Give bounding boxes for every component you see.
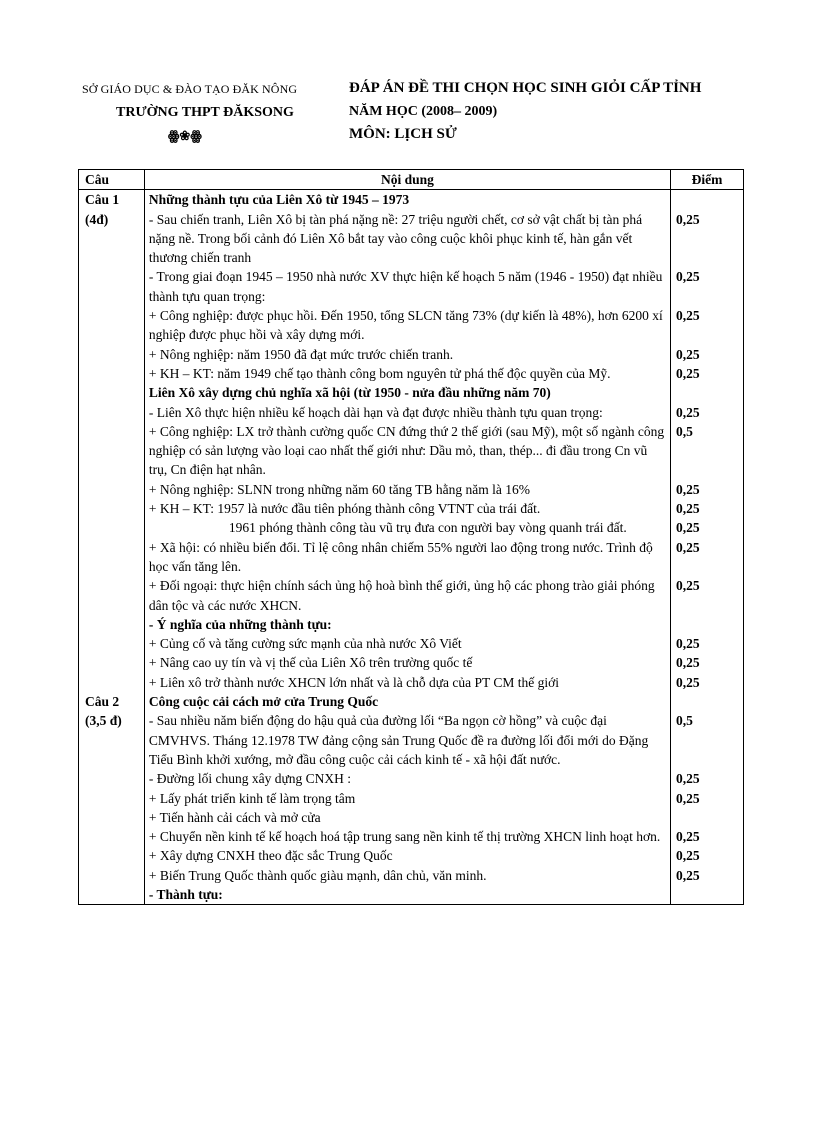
question-label: Câu 1	[79, 190, 145, 210]
content-cell: + Xây dựng CNXH theo đặc sắc Trung Quốc	[144, 846, 670, 865]
content-cell: + Chuyển nền kinh tế kế hoạch hoá tập trung sang nền kinh tế thị trường XHCN linh hoạt hơn.	[144, 827, 670, 846]
question-label	[79, 403, 145, 422]
points-cell: 0,25	[671, 827, 744, 846]
question-label	[79, 576, 145, 615]
table-row	[79, 673, 744, 692]
content-cell: + Công nghiệp: LX trở thành cường quốc CN đứng thứ 2 thế giới (sau Mỹ), một số ngành công nghiệp có sản lượng vào loại cao nhất thế giới như: Dầu mỏ, than, thép... đi đầu trong Cn vũ trụ, Cn điện hạt nhân.	[144, 422, 670, 480]
content-cell: 1961 phóng thành công tàu vũ trụ đưa con người bay vòng quanh trái đất.	[144, 518, 670, 537]
points-cell: 0,25	[671, 634, 744, 653]
points-cell: 0,25	[671, 846, 744, 865]
content-cell: + Xã hội: có nhiều biến đổi. Tỉ lệ công nhân chiếm 55% người lao động trong nước. Trình độ học vấn tăng lên.	[144, 538, 670, 577]
school-year: NĂM HỌC (2008– 2009)	[349, 104, 498, 119]
content-cell: + Nông nghiệp: năm 1950 đã đạt mức trước chiến tranh.	[144, 345, 670, 364]
question-label: Câu 2	[79, 692, 145, 711]
question-label	[79, 480, 145, 499]
content-cell: + Nông nghiệp: SLNN trong những năm 60 tăng TB hằng năm là 16%	[144, 480, 670, 499]
question-label	[79, 615, 145, 634]
points-cell: 0,5	[671, 422, 744, 480]
table-row	[79, 653, 744, 672]
table-row	[79, 518, 744, 537]
question-label	[79, 673, 145, 692]
answer-table	[78, 169, 744, 905]
table-row	[79, 692, 744, 711]
question-label	[79, 267, 145, 306]
table-row	[79, 711, 744, 769]
question-label	[79, 518, 145, 537]
content-cell: + Lấy phát triển kinh tế làm trọng tâm	[144, 789, 670, 808]
content-cell: + Đối ngoại: thực hiện chính sách ủng hộ hoà bình thế giới, ủng hộ các phong trào giải phóng dân tộc và các nước XHCN.	[144, 576, 670, 615]
content-cell: - Đường lối chung xây dựng CNXH :	[144, 769, 670, 788]
table-row	[79, 190, 744, 210]
content-cell: - Trong giai đoạn 1945 – 1950 nhà nước XV thực hiện kế hoạch 5 năm (1946 - 1950) đạt nhiều thành tựu quan trọng:	[144, 267, 670, 306]
points-cell: 0,25	[671, 789, 744, 808]
points-cell: 0,25	[671, 210, 744, 268]
points-cell: 0,25	[671, 267, 744, 306]
content-cell: + KH – KT: năm 1949 chế tạo thành công bom nguyên tử phá thế độc quyền của Mỹ.	[144, 364, 670, 383]
question-label	[79, 885, 145, 905]
points-cell	[671, 808, 744, 827]
question-label	[79, 653, 145, 672]
question-label	[79, 306, 145, 345]
question-label: (4đ)	[79, 210, 145, 268]
table-row	[79, 499, 744, 518]
content-cell: + Công nghiệp: được phục hồi. Đến 1950, tổng SLCN tăng 73% (dự kiến là 48%), hơn 6200 xí nghiệp được phục hồi và xây dựng mới.	[144, 306, 670, 345]
school-name: TRƯỜNG THPT ĐĂKSONG	[116, 105, 294, 120]
points-cell: 0,25	[671, 653, 744, 672]
question-label	[79, 866, 145, 885]
table-row	[79, 866, 744, 885]
content-cell: Liên Xô xây dựng chủ nghĩa xã hội (từ 1950 - nửa đầu những năm 70)	[144, 383, 670, 402]
table-header-row	[79, 170, 744, 190]
question-label	[79, 364, 145, 383]
table-row	[79, 789, 744, 808]
question-label	[79, 827, 145, 846]
table-row	[79, 576, 744, 615]
table-row	[79, 615, 744, 634]
content-cell: Công cuộc cải cách mở cửa Trung Quốc	[144, 692, 670, 711]
content-cell: + KH – KT: 1957 là nước đầu tiên phóng thành công VTNT của trái đất.	[144, 499, 670, 518]
table-row	[79, 538, 744, 577]
points-cell: 0,25	[671, 499, 744, 518]
question-label	[79, 789, 145, 808]
question-label	[79, 808, 145, 827]
table-row	[79, 210, 744, 268]
column-header-question: Câu	[79, 170, 145, 190]
content-cell: - Sau chiến tranh, Liên Xô bị tàn phá nặng nề: 27 triệu người chết, cơ sở vật chất bị tàn phá nặng nề. Trong bối cảnh đó Liên Xô bắt tay vào công cuộc khôi phục kinh tế, hàn gắn vết thương chiến tranh	[144, 210, 670, 268]
table-row	[79, 769, 744, 788]
table-row	[79, 885, 744, 905]
content-cell: + Biến Trung Quốc thành quốc giàu mạnh, dân chủ, văn minh.	[144, 866, 670, 885]
exam-title: ĐÁP ÁN ĐỀ THI CHỌN HỌC SINH GIỎI CẤP TỈNH	[349, 80, 702, 96]
content-cell: - Liên Xô thực hiện nhiều kế hoạch dài hạn và đạt được nhiều thành tựu quan trọng:	[144, 403, 670, 422]
question-label	[79, 422, 145, 480]
table-row	[79, 846, 744, 865]
table-row	[79, 808, 744, 827]
question-label	[79, 383, 145, 402]
content-cell: + Củng cố và tăng cường sức mạnh của nhà nước Xô Viết	[144, 634, 670, 653]
content-cell: + Nâng cao uy tín và vị thế của Liên Xô trên trường quốc tế	[144, 653, 670, 672]
content-cell: - Ý nghĩa của những thành tựu:	[144, 615, 670, 634]
column-header-content: Nội dung	[144, 170, 670, 190]
points-cell	[671, 190, 744, 210]
points-cell	[671, 885, 744, 905]
table-row	[79, 480, 744, 499]
ornament-divider: ꙮ❀ꙮ	[168, 128, 202, 143]
question-label	[79, 499, 145, 518]
question-label	[79, 769, 145, 788]
points-cell: 0,25	[671, 364, 744, 383]
points-cell: 0,25	[671, 518, 744, 537]
points-cell: 0,5	[671, 711, 744, 769]
points-cell	[671, 383, 744, 402]
points-cell: 0,25	[671, 306, 744, 345]
table-row	[79, 383, 744, 402]
subject-label: MÔN: LỊCH SỬ	[349, 126, 457, 142]
content-cell: - Thành tựu:	[144, 885, 670, 905]
points-cell: 0,25	[671, 769, 744, 788]
question-label: (3,5 đ)	[79, 711, 145, 769]
table-row	[79, 306, 744, 345]
table-row	[79, 422, 744, 480]
points-cell: 0,25	[671, 576, 744, 615]
table-body	[79, 190, 744, 905]
points-cell	[671, 615, 744, 634]
question-label	[79, 538, 145, 577]
content-cell: Những thành tựu của Liên Xô từ 1945 – 1973	[144, 190, 670, 210]
points-cell: 0,25	[671, 866, 744, 885]
question-label	[79, 846, 145, 865]
question-label	[79, 634, 145, 653]
table-row	[79, 267, 744, 306]
content-cell: - Sau nhiều năm biến động do hậu quả của đường lối “Ba ngọn cờ hồng” và cuộc đại CMVHVS. Tháng 12.1978 TW đảng cộng sản Trung Quốc đề ra đường lối đổi mới do Đặng Tiểu Bình khởi xướng, mở đầu công cuộc cải cách kinh tế - xã hội đất nước.	[144, 711, 670, 769]
question-label	[79, 345, 145, 364]
points-cell: 0,25	[671, 538, 744, 577]
table-row	[79, 364, 744, 383]
points-cell: 0,25	[671, 403, 744, 422]
content-cell: + Liên xô trở thành nước XHCN lớn nhất và là chỗ dựa của PT CM thế giới	[144, 673, 670, 692]
table-row	[79, 634, 744, 653]
points-cell: 0,25	[671, 345, 744, 364]
points-cell: 0,25	[671, 673, 744, 692]
points-cell: 0,25	[671, 480, 744, 499]
department-name: SỞ GIÁO DỤC & ĐÀO TẠO ĐĂK NÔNG	[82, 82, 298, 96]
table-row	[79, 403, 744, 422]
points-cell	[671, 692, 744, 711]
table-row	[79, 827, 744, 846]
content-cell: + Tiến hành cải cách và mở cửa	[144, 808, 670, 827]
table-row	[79, 345, 744, 364]
column-header-points: Điểm	[671, 170, 744, 190]
